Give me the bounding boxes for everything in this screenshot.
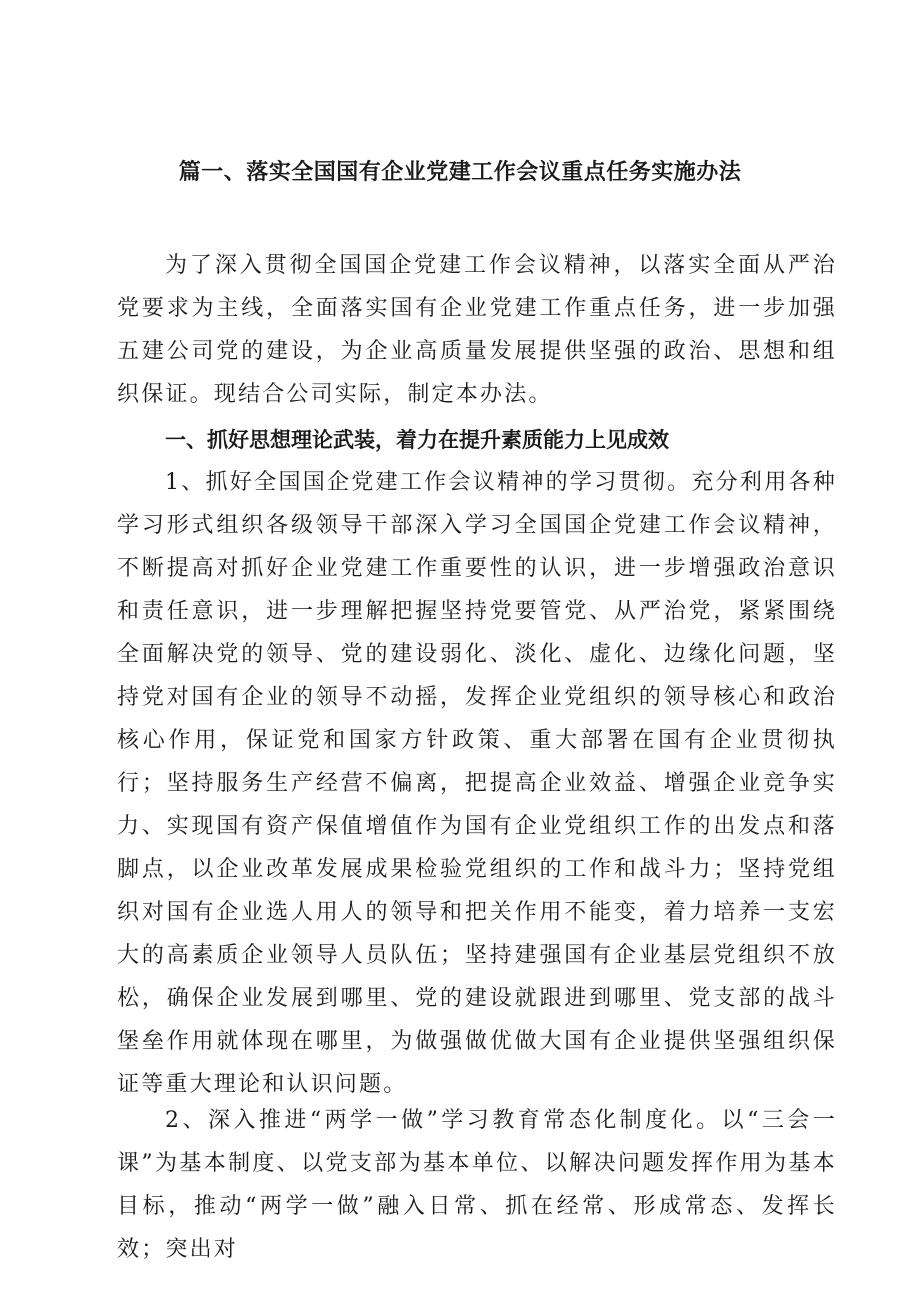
section-1-item-1-paragraph: 1、抓好全国国企党建工作会议精神的学习贯彻。充分利用各种学习形式组织各级领导干部深入学习全国国企党建工作会议精神，不断提高对抓好企业党建工作重要性的认识，进一步增强政治意识和责任意识，进一步理解把握坚持党要管党、从严治党，紧紧围绕全面解决党的领导、党的建设弱化、淡化、虚化、边缘化问题，坚持党对国有企业的领导不动摇，发挥企业党组织的领导核心和政治核心作用，保证党和国家方针政策、重大部署在国有企业贯彻执行；坚持服务生产经营不偏离，把提高企业效益、增强企业竞争实力、实现国有资产保值增值作为国有企业党组织工作的出发点和落脚点，以企业改革发展成果检验党组织的工作和战斗力；坚持党组织对国有企业选人用人的领导和把关作用不能变，着力培养一支宏大的高素质企业领导人员队伍；坚持建强国有企业基层党组织不放松，确保企业发展到哪里、党的建设就跟进到哪里、党支部的战斗堡垒作用就体现在哪里，为做强做优做大国有企业提供坚强组织保证等重大理论和认识问题。 [117,470,837,1097]
section-1-heading: 一、抓好思想理论武装，着力在提升素质能力上见成效 [165,428,669,452]
intro-paragraph: 为了深入贯彻全国国企党建工作会议精神，以落实全面从严治党要求为主线，全面落实国有企业党建工作重点任务，进一步加强五建公司党的建设，为企业高质量发展提供坚强的政治、思想和组织保证。现结合公司实际，制定本办法。 [117,253,837,407]
section-1-item-2-paragraph: 2、深入推进“两学一做”学习教育常态化制度化。以“三会一课”为基本制度、以党支部为基本单位、以解决问题发挥作用为基本目标，推动“两学一做”融入日常、抓在经常、形成常态、发挥长效；突出对 [117,1108,837,1262]
document-title: 篇一、落实全国国有企业党建工作会议重点任务实施办法 [178,160,742,185]
